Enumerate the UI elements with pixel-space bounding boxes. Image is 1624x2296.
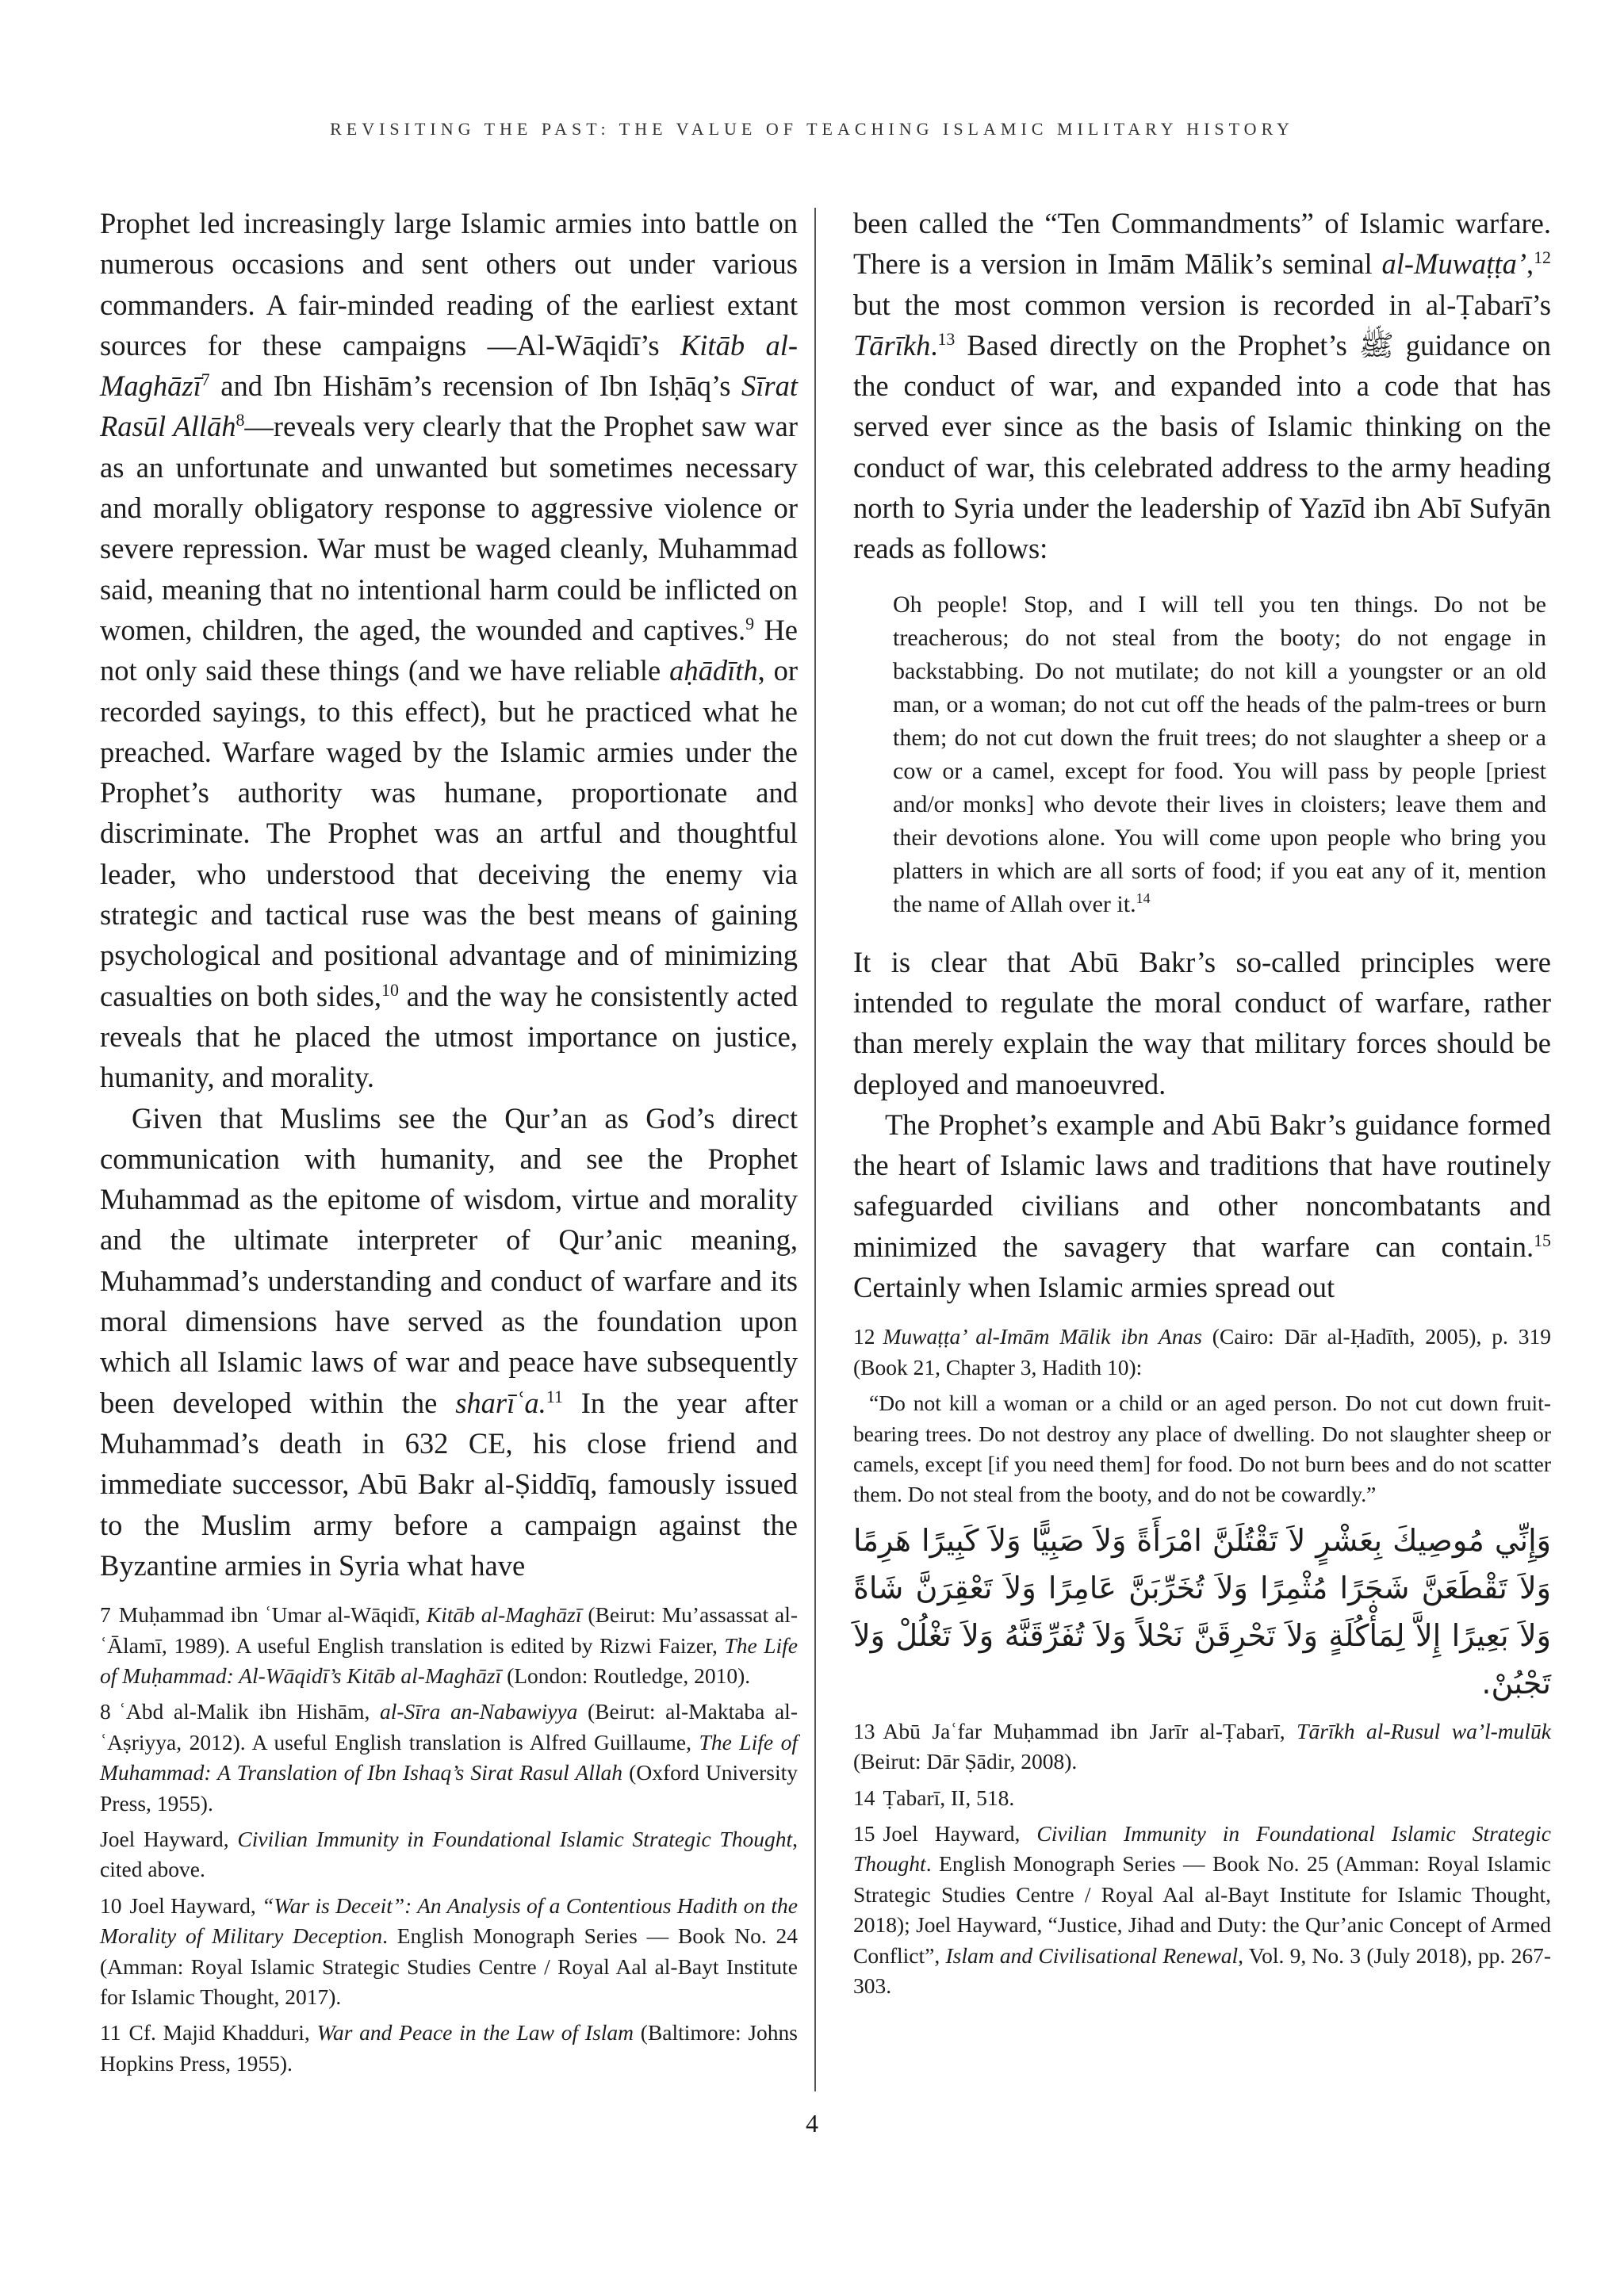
text-run: (Beirut: Dār Ṣādir, 2008). bbox=[853, 1749, 1078, 1774]
italic-text: Muwaṭṭa’ al-Imām Mālik ibn Anas bbox=[883, 1324, 1202, 1349]
footnote bbox=[853, 1388, 1551, 1510]
text-run: , bbox=[1526, 247, 1534, 281]
footnote-number: 12 bbox=[853, 1324, 875, 1349]
text-run: Joel Hayward, bbox=[129, 1892, 262, 1918]
text-run: —reveals very clearly that the Prophet saw war as an unfortunate and unwanted but sometimes necessary and morally obligatory response to aggressive violence or severe repression. War must be waged cleanly, Muhammad said, meaning that no intentional harm could be inflicted on women, children, the aged, the wounded and captives. bbox=[100, 410, 798, 646]
footnote bbox=[100, 1891, 798, 2013]
running-head: REVISITING THE PAST: THE VALUE OF TEACHING ISLAMIC MILITARY HISTORY bbox=[330, 119, 1294, 139]
footnote-number: 8 bbox=[100, 1699, 111, 1724]
footnote bbox=[100, 1824, 798, 1885]
footnote-12 bbox=[853, 1322, 1551, 1510]
text-run: Oh people! Stop, and I will tell you ten things. Do not be treacherous; do not steal from the booty; do not engage in backstabbing. Do not mutilate; do not kill a youngster or an old man, or a woman; do not cut off the heads of the palm-trees or burn them; do not cut down the fruit trees; do not slaughter a sheep or a cow or a camel, except for food. You will pass by people [priest and/or monks] who devote their lives in cloisters; leave them and their devotions alone. You will come upon people who bring you platters in which are all sorts of food; if you eat any of it, mention the name of Allah over it. bbox=[893, 591, 1546, 917]
footnote-ref: 12 bbox=[1534, 247, 1551, 268]
footnote-number: 13 bbox=[853, 1718, 875, 1743]
text-run: Abū Jaʿfar Muḥammad ibn Jarīr al-Ṭabarī, bbox=[883, 1718, 1297, 1743]
footnote bbox=[100, 2018, 798, 2079]
text-run: and the way he consistently acted reveals that he placed the utmost importance on justice, humanity, and morality. bbox=[100, 979, 798, 1094]
text-run: In the year after Muhammad’s death in 632 CE, his close friend and immediate successor, Abū Bakr al-Ṣiddīq, famously issued to the Muslim army before a campaign against the Byzantine armies in Syria what have bbox=[100, 1386, 798, 1582]
footnote bbox=[853, 1716, 1551, 1777]
italic-text: al-Sīra an-Nabawiyya bbox=[379, 1699, 578, 1724]
text-run: , Vol. 9, No. 3 (July 2018), pp. 267-303. bbox=[853, 1942, 1551, 1999]
text-run: Muḥammad ibn ʿUmar al-Wāqidī, bbox=[118, 1602, 427, 1628]
italic-text: War and Peace in the Law of Islam bbox=[316, 2020, 634, 2045]
column-divider bbox=[814, 208, 816, 2091]
italic-text: al-Muwaṭṭa’ bbox=[1381, 247, 1526, 281]
text-run: Based directly on the Prophet’s ﷺ guidance on the conduct of war, and expanded into a code that has served ever since as the basis of Islamic thinking on the conduct of war, this celebrated address to the army heading north to Syria under the leadership of Yazīd ibn Abī Sufyān reads as follows: bbox=[853, 328, 1551, 565]
italic-text: Civilian Immunity in Foundational Islamic Strategic Thought bbox=[853, 1821, 1552, 1877]
footnote-number: 7 bbox=[100, 1602, 111, 1628]
text-run: (Beirut: al-Maktaba al-ʿAṣriyya, 2012). A useful English translation is Alfred Guillaume, bbox=[100, 1699, 798, 1755]
italic-text: Sīrat Rasūl Allāh bbox=[100, 369, 798, 443]
italic-text: aḥādīth bbox=[669, 654, 758, 687]
text-run: Joel Hayward, bbox=[100, 1826, 238, 1851]
text-run: . English Monograph Series — Book No. 24 (Amman: Royal Islamic Strategic Studies Centre / Royal Aal al-Bayt Institute for Islamic Thought, 2017). bbox=[100, 1923, 798, 2009]
text-run: Given that Muslims see the Qur’an as God’s direct communication with humanity, and see the Prophet Muhammad as the epitome of wisdom, virtue and morality and the ultimate interpreter of Qur’anic meaning, Muhammad’s understanding and conduct of warfare and its moral dimensions have served as the foundation upon which all Islamic laws of war and peace have subsequently been developed within the bbox=[100, 1101, 798, 1419]
italic-text: “War is Deceit”: An Analysis of a Contentious Hadith on the Morality of Military Deception bbox=[100, 1892, 798, 1949]
footnotes bbox=[100, 1600, 798, 2079]
text-run: , cited above. bbox=[100, 1826, 798, 1882]
text-run: Cf. Majid Khadduri, bbox=[128, 2020, 317, 2045]
footnote-ref: 13 bbox=[937, 328, 956, 349]
body-paragraph bbox=[853, 1104, 1551, 1307]
arabic-quotation: وَإِنِّي مُوصِيكَ بِعَشْرٍ لاَ تَقْتُلَنَّ امْرَأَةً وَلاَ صَبِيًّا وَلاَ كَبِيرًا هَرِمًا وَلاَ تَقْطَعَنَّ شَجَرًا مُثْمِرًا وَلاَ تُخَرِّبَنَّ عَامِرًا وَلاَ تَعْقِرَنَّ شَاةً وَلاَ بَعِيرًا إِلاَّ لِمَأْكُلَةٍ وَلاَ تَحْرِقَنَّ نَحْلاً وَلاَ تُفَرِّقَنَّهُ وَلاَ تَغْلُلْ وَلاَ تَجْبُنْ. bbox=[853, 1522, 1551, 1701]
text-run: The Prophet’s example and Abū Bakr’s guidance formed the heart of Islamic laws and traditions that have routinely safeguarded civilians and other noncombatants and minimized the savagery that warfare can contain. bbox=[853, 1108, 1551, 1263]
footnote bbox=[853, 1783, 1551, 1813]
footnotes bbox=[853, 1322, 1551, 2001]
footnote bbox=[100, 1600, 798, 1691]
block-quote bbox=[893, 588, 1551, 921]
italic-text: Islam and Civilisational Renewal bbox=[945, 1942, 1239, 1968]
text-run: Certainly when Islamic armies spread out bbox=[853, 1271, 1335, 1304]
text-run: (Beirut: Mu’assassat al-ʿĀlamī, 1989). A useful English translation is edited by Rizwi Faizer, bbox=[100, 1602, 798, 1658]
body-paragraph bbox=[853, 942, 1551, 1104]
text-run: been called the “Ten Commandments” of Islamic warfare. There is a version in Imām Mālik’s seminal bbox=[853, 207, 1551, 281]
text-run: (Oxford University Press, 1955). bbox=[100, 1760, 798, 1816]
italic-text: The Life of Muhammad: A Translation of Ibn Ishaq’s Sirat Rasul Allah bbox=[100, 1729, 798, 1785]
text-run: , or recorded sayings, to this effect), but he practiced what he preached. Warfare waged by the Islamic armies under the Prophet’s authority was humane, proportionate and discriminate. The Prophet was an artful and thoughtful leader, who understood that deceiving the enemy via strategic and tactical ruse was the best means of gaining psychological and positional advantage and of minimizing casualties on both sides, bbox=[100, 654, 799, 1012]
footnote-ref: 10 bbox=[381, 979, 399, 1000]
text-run: It is clear that Abū Bakr’s so-called principles were intended to regulate the moral conduct of warfare, rather than merely explain the way that military forces should be deployed and manoeuvred. bbox=[853, 945, 1551, 1100]
page-number: 4 bbox=[806, 2109, 818, 2137]
text-run: . bbox=[930, 328, 938, 362]
footnote bbox=[100, 1697, 798, 1819]
italic-text: Kitāb al-Maghāzī bbox=[426, 1602, 582, 1628]
footnotes-rest bbox=[853, 1716, 1551, 2002]
text-run: ʿAbd al-Malik ibn Hishām, bbox=[118, 1699, 380, 1724]
text-run: Prophet led increasingly large Islamic armies into battle on numerous occasions and sent others out under various commanders. A fair-minded reading of the earliest extant sources for these campaigns —Al-Wāqidī’s bbox=[100, 207, 798, 362]
italic-text: Kitāb al-Maghāzī bbox=[100, 328, 798, 403]
footnote-ref: 11 bbox=[546, 1386, 563, 1406]
footnote-number: 11 bbox=[100, 2020, 121, 2045]
footnote-number: 14 bbox=[853, 1785, 875, 1810]
footnote-ref: 14 bbox=[1136, 890, 1151, 906]
footnote-ref: 9 bbox=[745, 613, 755, 633]
text-run: “Do not kill a woman or a child or an aged person. Do not cut down fruit-bearing trees. Do not destroy any place of dwelling. Do not slaughter sheep or camels, except [if you need them] for food. Do not burn bees and do not scatter them. Do not steal from the booty, and do not be cowardly.” bbox=[853, 1391, 1551, 1507]
text-run: He not only said these things (and we have reliable bbox=[100, 613, 798, 687]
text-run: (Baltimore: Johns Hopkins Press, 1955). bbox=[100, 2020, 798, 2076]
italic-text: Tārīkh al-Rusul wa’l-mulūk bbox=[1297, 1718, 1551, 1743]
right-column bbox=[853, 203, 1551, 2007]
footnote-number: 15 bbox=[853, 1821, 875, 1846]
italic-text: sharīʿa. bbox=[455, 1386, 546, 1419]
italic-text: Civilian Immunity in Foundational Islamic Strategic Thought bbox=[237, 1826, 793, 1851]
footnote-ref: 15 bbox=[1534, 1230, 1551, 1250]
footnote bbox=[853, 1819, 1551, 2001]
text-run: but the most common version is recorded in al-Ṭabarī’s bbox=[853, 288, 1551, 321]
footnote-ref: 8 bbox=[236, 410, 245, 430]
text-run: and Ibn Hishām’s recension of Ibn Isḥāq’s bbox=[209, 369, 741, 403]
text-run: (Cairo: Dār al-Ḥadīth, 2005), p. 319 (Book 21, Chapter 3, Hadith 10): bbox=[853, 1324, 1551, 1380]
body-paragraph bbox=[853, 203, 1551, 569]
text-run: . English Monograph Series — Book No. 25 (Amman: Royal Islamic Strategic Studies Centre / Royal Aal al-Bayt Institute for Islamic Thought, 2018); Joel Hayward, “Justice, Jihad and Duty: the Qur’anic Concept of Armed Conflict”, bbox=[853, 1851, 1551, 1968]
text-run: Joel Hayward, bbox=[883, 1821, 1037, 1846]
body-paragraph bbox=[100, 1098, 798, 1586]
text-run: (London: Routledge, 2010). bbox=[501, 1663, 751, 1688]
body-paragraph bbox=[100, 203, 798, 1098]
left-column bbox=[100, 203, 798, 2084]
footnote-ref: 7 bbox=[201, 369, 210, 390]
text-run: Ṭabarī, II, 518. bbox=[883, 1785, 1015, 1810]
footnote-number: 10 bbox=[100, 1892, 122, 1918]
italic-text: Tārīkh bbox=[853, 328, 931, 362]
italic-text: The Life of Muḥammad: Al-Wāqidī’s Kitāb al-Maghāzī bbox=[100, 1632, 799, 1688]
footnote bbox=[853, 1322, 1551, 1383]
